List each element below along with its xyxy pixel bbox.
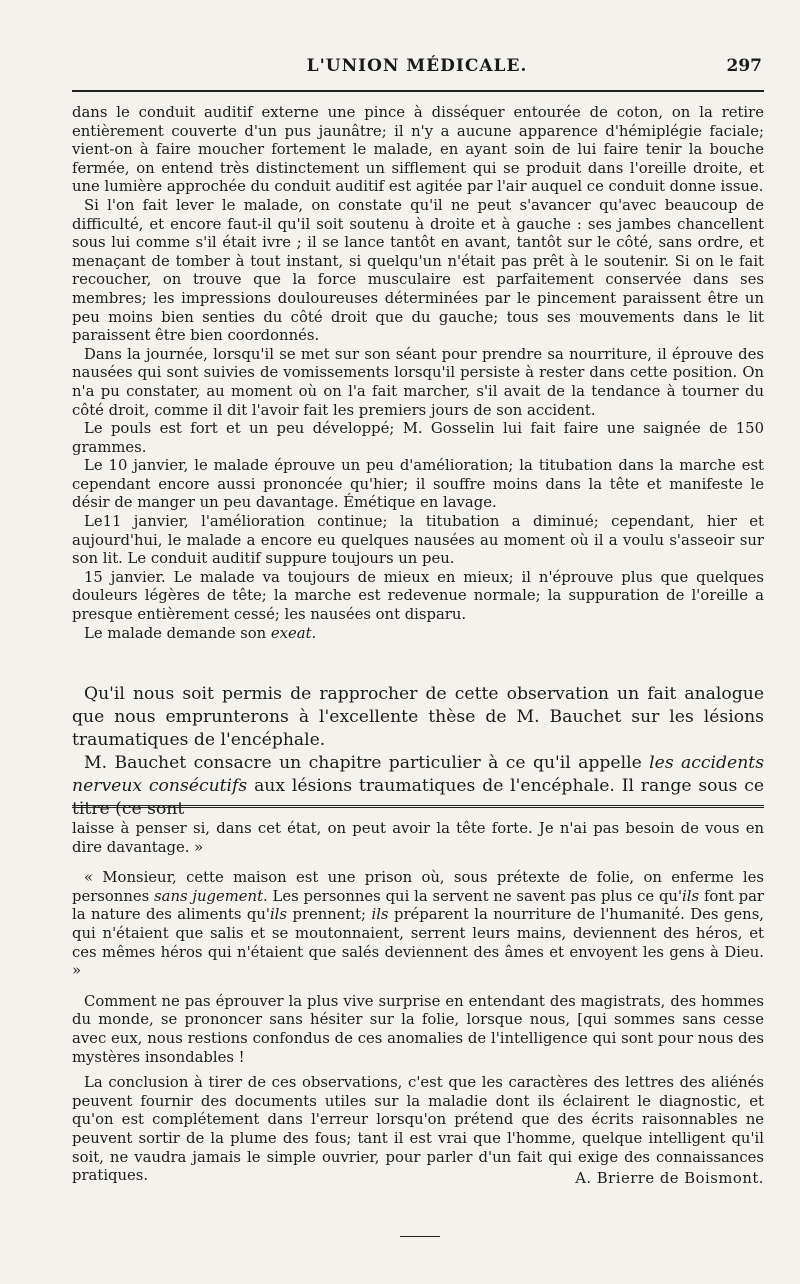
page-header (72, 56, 762, 86)
column-split-rule (72, 805, 764, 808)
quote-italic: ils (269, 906, 287, 924)
end-rule (400, 1236, 440, 1237)
observation-paragraph: Si l'on fait lever le malade, on constate qu'il ne peut s'avancer qu'avec beaucoup de difficulté, et encore faut-il qu'il soit soutenu à droite et à gauche : ses jambes chancellent sous lui comme s'il était ivre ; il se lance tantôt en avant, tantôt sur le côté, sans ordre, et menaçant de tomber à tout instant, si quelqu'un n'était pas prêt à le soutenir. Si on le fait recoucher, on trouve que la force musculaire est parfaitement conservée dans ses membres; les impressions douloureuses déterminées par le pincement paraissent être un peu moins bien senties du côté droit que du gauche; tous ses mouvements dans le lit paraissent être bien coordonnés. (72, 196, 764, 345)
observation-paragraph: Le pouls est fort et un peu développé; M. Gosselin lui fait faire une saignée de 150 grammes. (72, 420, 764, 456)
bauchet-text: aux lésions traumatiques de l'encéphale. Il range sous ce titre (ce sont (72, 776, 764, 819)
quote-text: « Monsieur, cette maison est une prison où, sous prétexte de folie, on enferme les personnes (72, 869, 764, 905)
quote-italic: ils (371, 906, 389, 924)
bauchet-paragraph: Qu'il nous soit permis de rapprocher de cette observation un fait analogue que nous emprunterons à l'excellente thèse de M. Bauchet sur les lésions traumatiques de l'encéphale. (72, 684, 764, 750)
letters-paragraph: laisse à penser si, dans cet état, on peut avoir la tête forte. Je n'ai pas besoin de vous en dire davantage. » (72, 820, 764, 856)
bauchet-section (72, 683, 764, 821)
observation-paragraph: Dans la journée, lorsqu'il se met sur son séant pour prendre sa nourriture, il éprouve des nausées qui sont suivies de vomissements lorsqu'il persiste à rester dans cette position. On n'a pu constater, au moment où on l'a fait marcher, s'il avait de la tendance à tourner du côté droit, comme il dit l'avoir fait les premiers jours de son accident. (72, 345, 764, 419)
letters-section (72, 820, 764, 1186)
quote-italic: sans jugement. (154, 887, 268, 905)
quote-text: Les personnes qui la servent ne savent pas plus ce qu' (272, 887, 683, 905)
quote-text: préparent la nourriture de l'humanité. Des gens, qui n'étaient que salis et se moutonnaient, serrent leurs mains, deviennent des héros, et ces mêmes héros qui n'étaient que salés deviennent des âmes et envoyent les gens à Dieu. » (72, 906, 764, 980)
quoted-letter (72, 869, 764, 981)
conclusion-paragraph: La conclusion à tirer de ces observations, c'est que les caractères des lettres des aliénés peuvent fournir des documents utiles sur la maladie dont ils éclairent le diagnostic, et qu'on est complétement dans l'erreur lorsqu'on prétend que des écrits raisonnables ne peuvent sortir de la plume des fous; tant il est vrai que l'homme, quelque intelligent qu'il soit, ne vaudra jamais le simple ouvrier, pour parler d'un fait qui exige des connaissances pratiques. (72, 1074, 764, 1185)
quote-text: font par la nature des aliments qu' (72, 887, 764, 924)
observation-paragraph (72, 625, 764, 644)
observation-section (72, 104, 764, 643)
page-number: 297 (726, 56, 762, 76)
quote-italic: ils (682, 887, 700, 905)
bauchet-text: M. Bauchet consacre un chapitre particulier à ce qu'il appelle (84, 753, 642, 773)
observation-paragraph: Le11 janvier, l'amélioration continue; la titubation a diminué; cependant, hier et aujourd'hui, le malade a encore eu quelques nausées au moment où il a voulu s'asseoir sur son lit. Le conduit auditif suppure toujours un peu. (72, 513, 764, 568)
header-rule (72, 90, 764, 92)
observation-paragraph: 15 janvier. Le malade va toujours de mieux en mieux; il n'éprouve plus que quelques douleurs légères de tête; la marche est redevenue normale; la suppuration de l'oreille a presque entièrement cessé; les nausées ont disparu. (72, 568, 764, 624)
bauchet-italic: les accidents nerveux consécutifs (72, 753, 765, 796)
author-signature: A. Brierre de Boismont. (575, 1170, 764, 1187)
bauchet-paragraph (72, 752, 764, 821)
quote-text: prennent; (292, 906, 367, 924)
observation-paragraph: Le 10 janvier, le malade éprouve un peu d'amélioration; la titubation dans la marche est cependant encore aussi prononcée qu'hier; il souffre moins dans la tête et manifeste le désir de manger un peu davantage. Émétique en lavage. (72, 457, 764, 512)
observation-italic: exeat. (270, 624, 317, 642)
observation-paragraph: dans le conduit auditif externe une pince à disséquer entourée de coton, on la retire entièrement couverte d'un pus jaunâtre; il n'y a aucune apparence d'hémiplégie faciale; vient-on à faire moucher fortement le malade, en ayant soin de lui faire tenir la bouche fermée, on entend très distinctement un sifflement qui se produit dans l'oreille droite, et une lumière approchée du conduit auditif est agitée par l'air auquel ce conduit donne issue. (72, 104, 764, 196)
letters-paragraph: Comment ne pas éprouver la plus vive surprise en entendant des magistrats, des hommes du monde, se prononcer sans hésiter sur la folie, lorsque nous, [qui sommes sans cesse avec eux, nous restions confondus de ces anomalies de l'intelligence qui sont pour nous des mystères insondables ! (72, 992, 764, 1066)
observation-text: Le malade demande son (84, 624, 267, 642)
running-title: L'UNION MÉDICALE. (306, 56, 528, 76)
